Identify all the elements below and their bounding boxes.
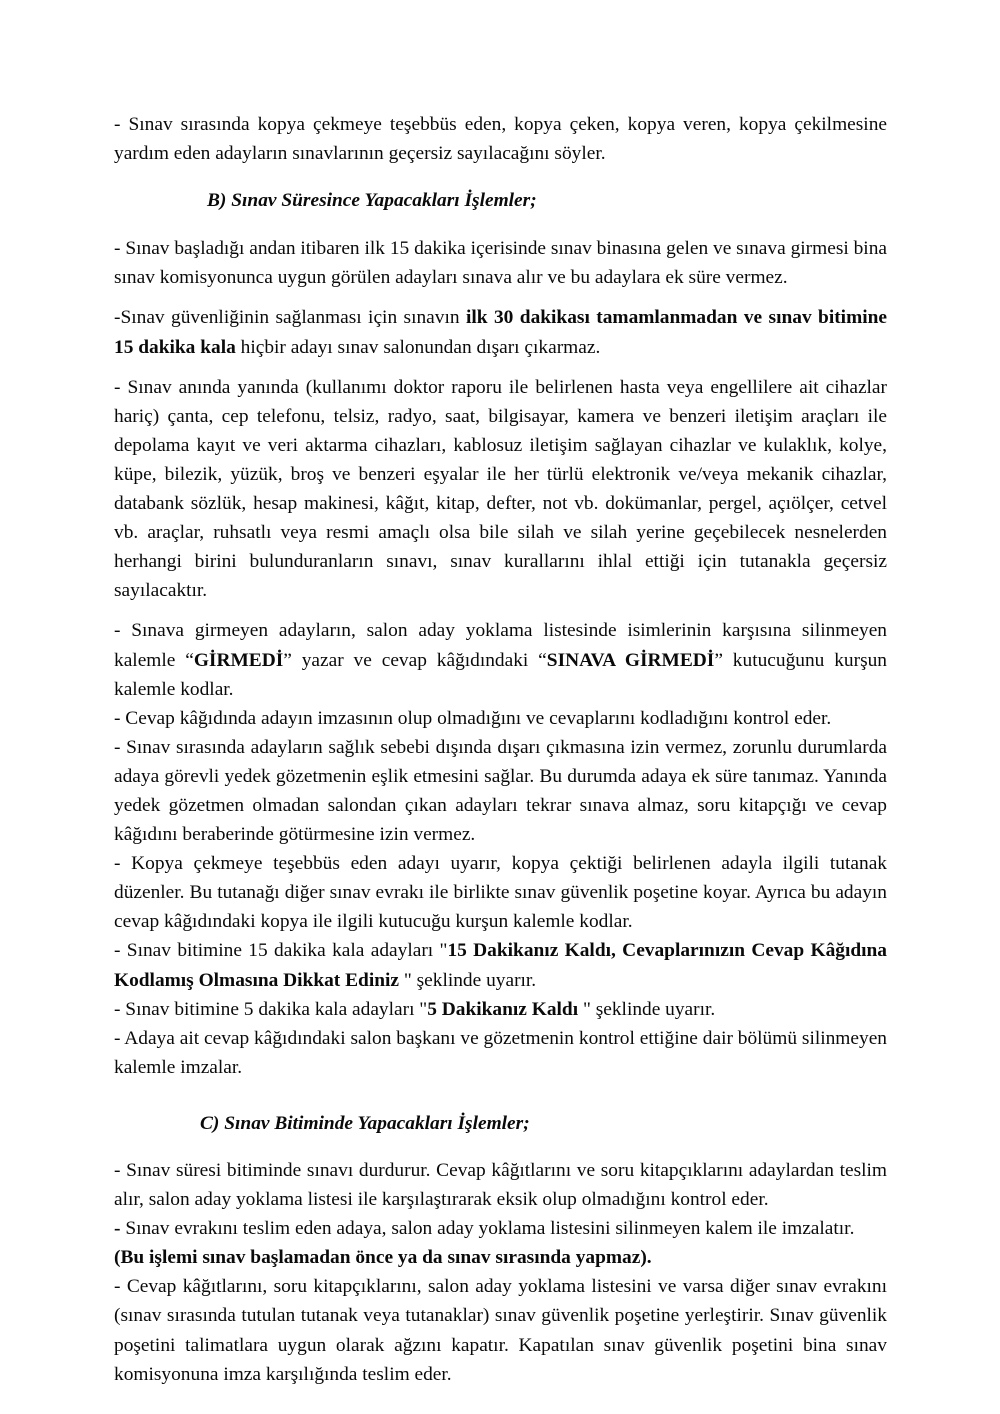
- paragraph-text: Sınav evrakını teslim eden adaya, salon aday yoklama listesini silinmeyen kalem ile imzalatır.: [120, 1218, 855, 1240]
- section-heading-b-wrap: [114, 186, 887, 215]
- paragraph-15-minute-warning: [114, 936, 887, 994]
- section-heading-b: B) Sınav Süresince Yapacakları İşlemler;: [207, 190, 537, 212]
- paragraph-text: - Cevap kâğıdında adayın imzasının olup olmadığını ve cevaplarını kodladığını kontrol eder.: [114, 707, 832, 729]
- text-segment: ” kutucuğunu kurşun kalemle kodlar.: [114, 649, 888, 700]
- paragraph-security-envelope: [114, 1272, 887, 1388]
- paragraph-late-arrival: [114, 234, 887, 292]
- text-segment: - Sınav bitimine 5 dakika kala adayları ": [114, 998, 428, 1020]
- document-body: [114, 110, 887, 1389]
- paragraph-text: - Kopya çekmeye teşebbüs eden adayı uyarır, kopya çektiği belirlenen adayla ilgili tutanak düzenler. Bu tutanağı diğer sınav evrakı ile birlikte sınav güvenlik poşetine koyar. Ayrıca bu adayın cevap kâğıdındaki kopya ile ilgili kutucuğu kurşun kalemle kodlar.: [114, 853, 887, 933]
- paragraph-attendance-signing: [114, 1214, 887, 1243]
- paragraph-timing-note: [114, 1243, 887, 1272]
- paragraph-leaving-hall: [114, 733, 887, 849]
- text-segment: " şeklinde uyarır.: [399, 969, 537, 991]
- paragraph-text: - Sınav anında yanında (kullanımı doktor raporu ile belirlenen hasta veya engellilere ait cihazlar hariç) çanta, cep telefonu, telsiz, radyo, saat, bilgisayar, kamera ve benzeri iletişim araçları ile depolama kayıt ve veri aktarma cihazları, kablosuz iletişim sağlayan cihazlar ve kulaklık, kolye, küpe, bilezik, yüzük, broş ve benzeri eşyalar ile her türlü elektronik ve/veya mekanik cihazlar, databank sözlük, hesap makinesi, kâğıt, kitap, defter, not vb. dokümanlar, pergel, açıölçer, cetvel vb. araçlar, ruhsatlı veya resmi amaçlı olsa bile silah ve silah yerine geçebilecek nesnelerden herhangi birini bulunduranların sınavı, sınav kurallarını ihlal ettiği için tutanakla geçersiz sayılacaktır.: [114, 376, 887, 602]
- paragraph-text: - Sınav başladığı andan itibaren ilk 15 dakika içerisinde sınav binasına gelen ve sınava girmesi bina sınav komisyonunca uygun görülen adayları sınava alır ve bu adaylara ek süre vermez.: [114, 238, 887, 289]
- paragraph-text: - Adaya ait cevap kâğıdındaki salon başkanı ve gözetmenin kontrol ettiğine dair bölümü silinmeyen kalemle imzalar.: [114, 1027, 887, 1078]
- paragraph-supervisor-signature: [114, 1024, 887, 1082]
- bold-warning-5-minutes: 5 Dakikanız Kaldı: [427, 998, 579, 1020]
- bold-term-sinava-girmedi: SINAVA GİRMEDİ: [546, 649, 715, 671]
- bold-emphasis-time-rule: ilk 30 dakikası tamamlanmadan ve sınav bitimine 15 dakika kala: [114, 307, 888, 358]
- text-segment: " şeklinde uyarır.: [578, 998, 716, 1020]
- text-segment: -Sınav güvenliğinin sağlanması için sınavın: [114, 307, 466, 329]
- text-segment: hiçbir adayı sınav salonundan dışarı çıkarmaz.: [235, 336, 601, 358]
- paragraph-text: - Sınav sırasında adayların sağlık sebebi dışında dışarı çıkmasına izin vermez, zorunlu durumlarda adaya görevli yedek gözetmenin eşlik etmesini sağlar. Bu durumda adaya ek süre tanımaz. Yanında yedek gözetmen olmadan salondan çıkan adayları tekrar sınava almaz, soru kitapçığı ve cevap kâğıdını beraberinde götürmesine izin vermez.: [114, 736, 887, 846]
- paragraph-text: - Cevap kâğıtlarını, soru kitapçıklarını, salon aday yoklama listesini ve varsa diğer sınav evrakını (sınav sırasında tutulan tutanak veya tutanaklar) sınav güvenlik poşetine yerleştirir. Sınav güvenlik poşetini talimatlara uygun olarak ağzını kapatır. Kapatılan sınav güvenlik poşetini bina sınav komisyonuna imza karşılığında teslim eder.: [114, 1276, 887, 1385]
- text-segment: - Sınav bitimine 15 dakika kala adayları ": [114, 940, 448, 962]
- text-segment: - Sınava girmeyen adayların, salon aday yoklama listesinde isimlerinin karşısına silinmeyen kalemle “: [114, 620, 887, 671]
- section-heading-c-wrap: [114, 1109, 887, 1138]
- section-heading-c: C) Sınav Bitiminde Yapacakları İşlemler;: [200, 1112, 530, 1134]
- bold-dash-marker: -: [114, 1218, 121, 1240]
- paragraph-cheating-report: [114, 849, 887, 936]
- text-segment: ” yazar ve cevap kâğıdındaki “: [283, 649, 547, 671]
- paragraph-5-minute-warning: [114, 995, 887, 1024]
- bold-note-timing: (Bu işlemi sınav başlamadan önce ya da sınav sırasında yapmaz).: [114, 1247, 652, 1269]
- paragraph-signature-check: [114, 704, 887, 733]
- paragraph-absent-candidates: [114, 616, 887, 703]
- paragraph-exit-restriction: [114, 303, 887, 361]
- paragraph-cheating-invalid: [114, 110, 887, 168]
- bold-warning-15-minutes: 15 Dakikanız Kaldı, Cevaplarınızın Cevap Kâğıdına Kodlamış Olmasına Dikkat Ediniz: [114, 940, 887, 991]
- bold-term-girmedi: GİRMEDİ: [193, 649, 284, 671]
- paragraph-prohibited-items: [114, 373, 887, 606]
- paragraph-text: - Sınav süresi bitiminde sınavı durdurur. Cevap kâğıtlarını ve soru kitapçıklarını adaylardan teslim alır, salon aday yoklama listesi ile karşılaştırarak eksik olup olmadığını kontrol eder.: [114, 1160, 887, 1211]
- paragraph-exam-end-collection: [114, 1156, 887, 1214]
- paragraph-text: - Sınav sırasında kopya çekmeye teşebbüs eden, kopya çeken, kopya veren, kopya çekilmesine yardım eden adayların sınavlarının geçersiz sayılacağını söyler.: [114, 114, 887, 165]
